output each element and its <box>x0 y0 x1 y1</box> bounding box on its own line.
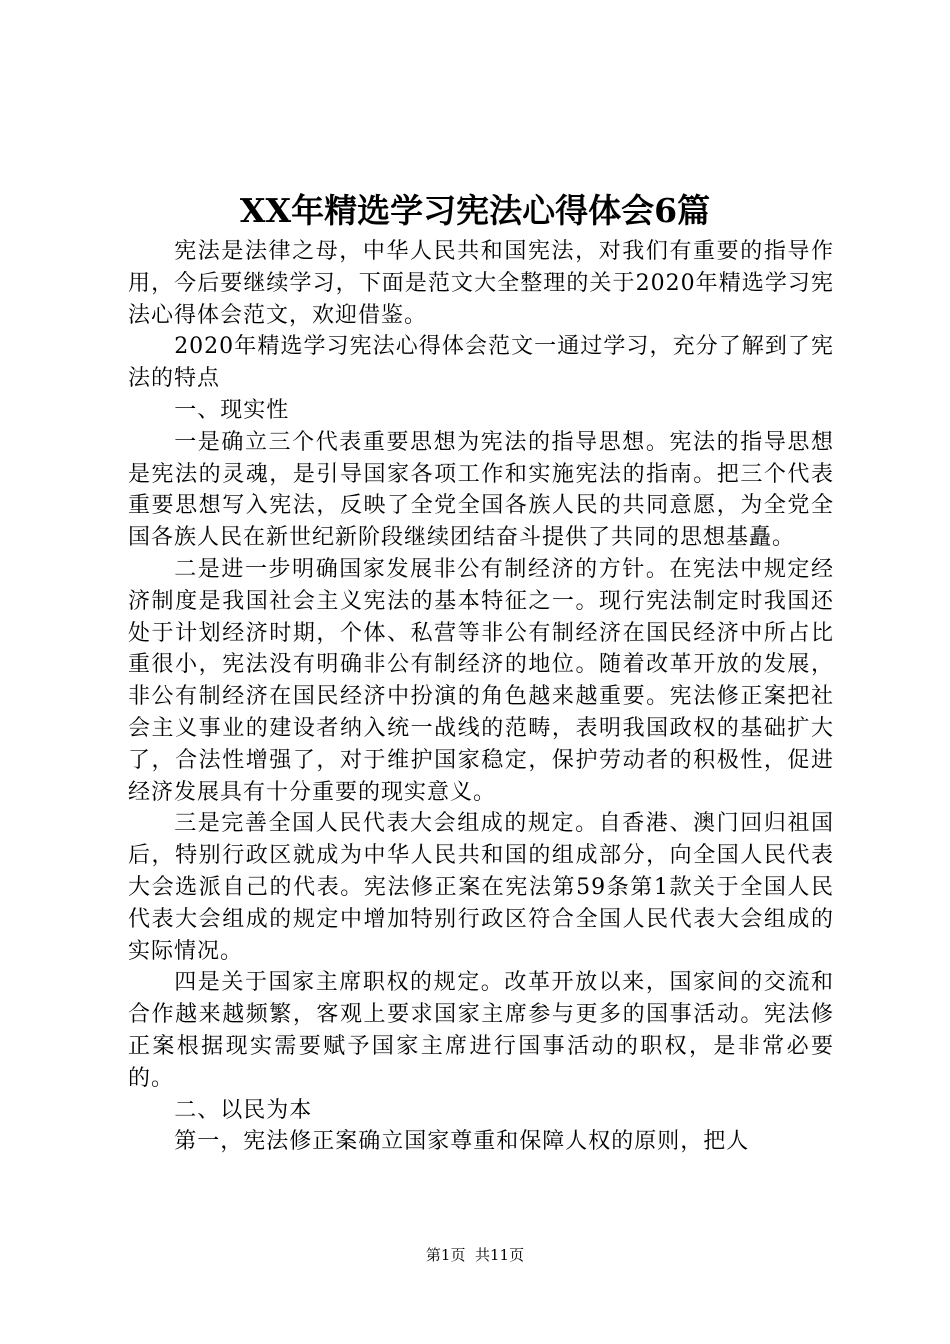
paragraph-point-two: 二是进一步明确国家发展非公有制经济的方针。在宪法中规定经济制度是我国社会主义宪法的基本特征之一。现行宪法制定时我国还处于计划经济时期，个体、私营等非公有制经济在国民经济中所占比重很小，宪法没有明确非公有制经济的地位。随着改革开放的发展，非公有制经济在国民经济中扮演的角色越来越重要。宪法修正案把社会主义事业的建设者纳入统一战线的范畴，表明我国政权的基础扩大了，合法性增强了，对于维护国家稳定，保护劳动者的积极性，促进经济发展具有十分重要的现实意义。 <box>128 556 834 805</box>
paragraph-intro: 宪法是法律之母，中华人民共和国宪法，对我们有重要的指导作用，今后要继续学习，下面是范文大全整理的关于2020年精选学习宪法心得体会范文，欢迎借鉴。 <box>128 239 834 328</box>
paragraph-first: 第一，宪法修正案确立国家尊重和保障人权的原则，把人 <box>174 1129 750 1155</box>
paragraph-point-one: 一是确立三个代表重要思想为宪法的指导思想。宪法的指导思想是宪法的灵魂，是引导国家各项工作和实施宪法的指南。把三个代表重要思想写入宪法，反映了全党全国各族人民的共同意愿，为全党全国各族人民在新世纪新阶段继续团结奋斗提供了共同的思想基矗。 <box>128 429 834 551</box>
page-footer <box>0 1244 950 1266</box>
document-title: XX年精选学习宪法心得体会6篇 <box>239 191 711 230</box>
section-heading-people-oriented: 二、以民为本 <box>174 1097 313 1123</box>
paragraph-essay-one-lead: 2020年精选学习宪法心得体会范文一通过学习，充分了解到了宪法的特点 <box>128 334 834 392</box>
paragraph-point-four: 四是关于国家主席职权的规定。改革开放以来，国家间的交流和合作越来越频繁，客观上要求国家主席参与更多的国事活动。宪法修正案根据现实需要赋予国家主席进行国事活动的职权，是非常必要的。 <box>128 970 834 1091</box>
section-heading-realism: 一、现实性 <box>174 397 290 423</box>
paragraph-point-three: 三是完善全国人民代表大会组成的规定。自香港、澳门回归祖国后，特别行政区就成为中华人民共和国的组成部分，向全国人民代表大会选派自己的代表。宪法修正案在宪法第59条第1款关于全国人民代表大会组成的规定中增加特别行政区符合全国人民代表大会组成的实际情况。 <box>128 811 834 964</box>
page-number: 第1页 <box>425 1246 466 1264</box>
page-total: 共11页 <box>475 1246 525 1264</box>
document-body <box>128 236 834 1158</box>
footer-spacer <box>465 1246 475 1264</box>
